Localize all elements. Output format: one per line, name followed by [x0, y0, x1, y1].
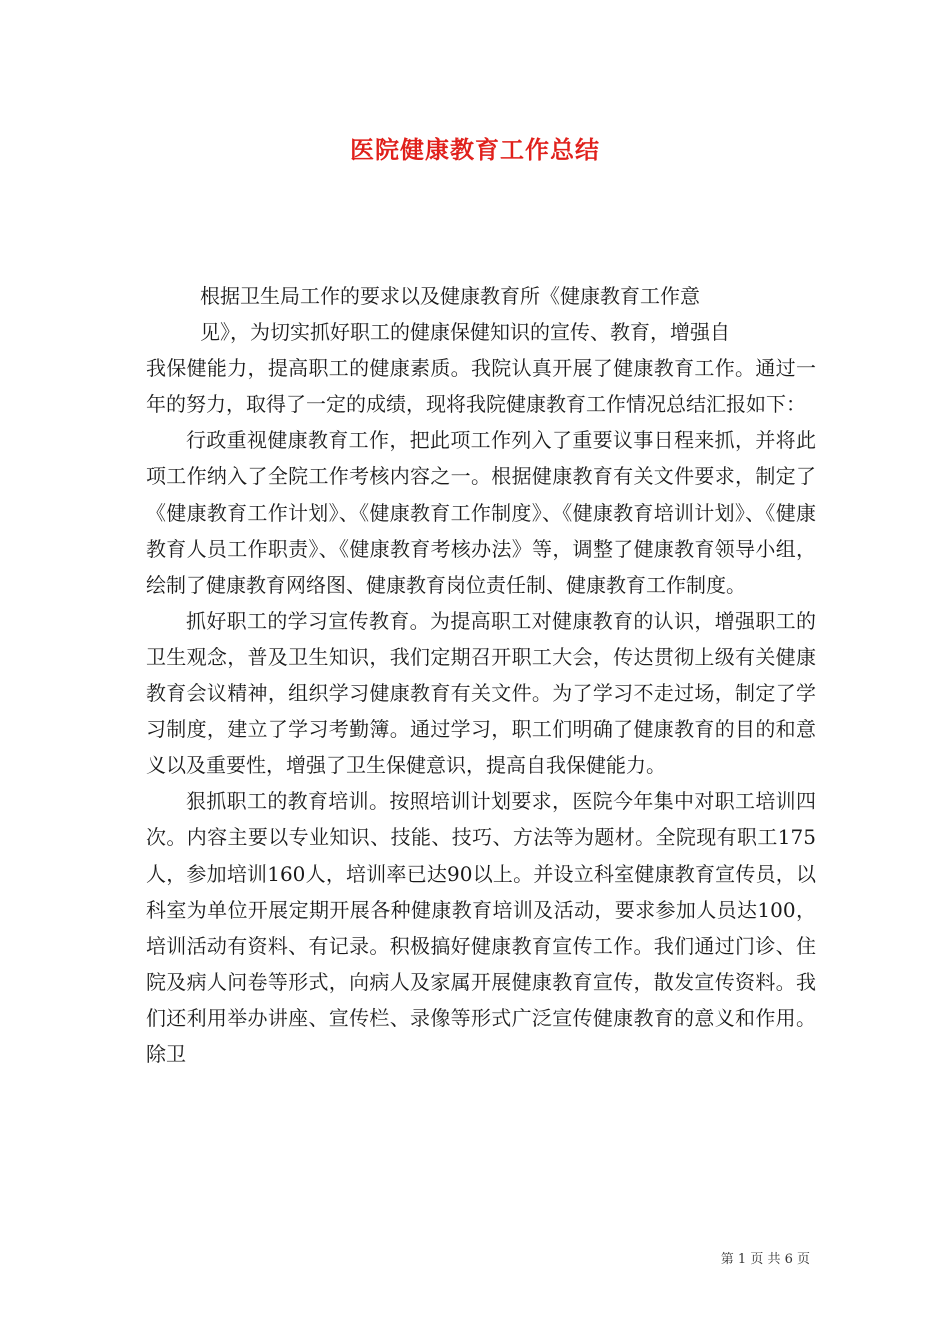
page-title: 医院健康教育工作总结 — [350, 135, 600, 164]
paragraph-4: 狠抓职工的教育培训。按照培训计划要求，医院今年集中对职工培训四次。内容主要以专业知识、技能、技巧、方法等为题材。全院现有职工175人，参加培训160人，培训率已达90以上。并设立科室健康教育宣传员，以科室为单位开展定期开展各种健康教育培训及活动，要求参加人员达100，培训活动有资料、有记录。积极搞好健康教育宣传工作。我们通过门诊、住院及病人问卷等形式，向病人及家属开展健康教育宣传，散发宣传资料。我们还利用举办讲座、宣传栏、录像等形式广泛宣传健康教育的意义和作用。除卫 — [146, 789, 816, 1066]
paragraph-1-line-2: 见》，为切实抓好职工的健康保健知识的宣传、教育，增强自 — [200, 320, 730, 345]
document-body — [146, 278, 816, 1072]
paragraph-1 — [146, 278, 816, 422]
paragraph-2: 行政重视健康教育工作，把此项工作列入了重要议事日程来抓，并将此项工作纳入了全院工作考核内容之一。根据健康教育有关文件要求，制定了《健康教育工作计划》、《健康教育工作制度》、《健康教育培训计划》、《健康教育人员工作职责》、《健康教育考核办法》等，调整了健康教育领导小组，绘制了健康教育网络图、健康教育岗位责任制、健康教育工作制度。 — [146, 428, 816, 597]
paragraph-1-line-1: 根据卫生局工作的要求以及健康教育所《健康教育工作意 — [200, 284, 700, 308]
paragraph-1-rest: 我保健能力，提高职工的健康素质。我院认真开展了健康教育工作。通过一年的努力，取得了一定的成绩，现将我院健康教育工作情况总结汇报如下： — [146, 356, 816, 417]
paragraph-3: 抓好职工的学习宣传教育。为提高职工对健康教育的认识，增强职工的卫生观念，普及卫生知识，我们定期召开职工大会，传达贯彻上级有关健康教育会议精神，组织学习健康教育有关文件。为了学习不走过场，制定了学习制度，建立了学习考勤簿。通过学习，职工们明确了健康教育的目的和意义以及重要性，增强了卫生保健意识，提高自我保健能力。 — [146, 608, 816, 778]
page-number: 第 1 页 共 6 页 — [720, 1252, 810, 1267]
